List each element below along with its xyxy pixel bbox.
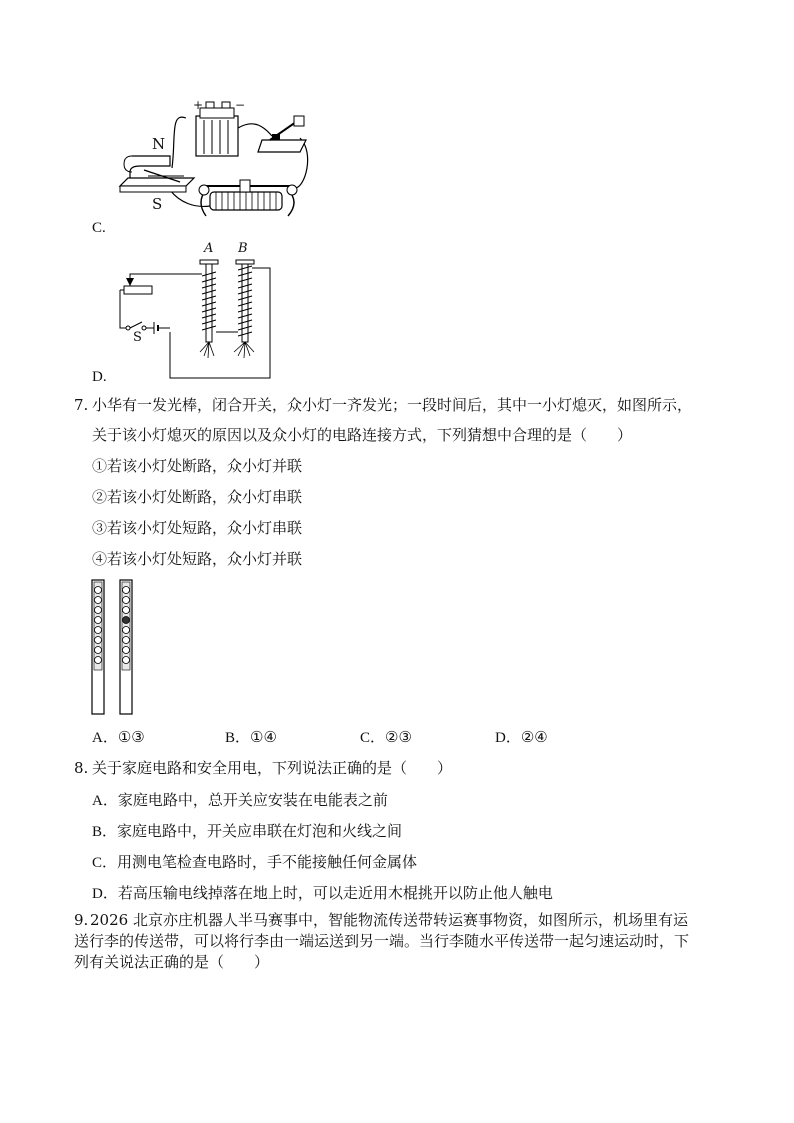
question-9-line3: 列有关说法正确的是（ ）: [74, 953, 270, 971]
question-7-option-a[interactable]: [92, 727, 145, 748]
question-7-stem-line1: 小华有一发光棒，闭合开关，众小灯一齐发光；一段时间后，其中一小灯熄灭，如图所示，: [92, 396, 693, 414]
option-c-text: ②③: [385, 728, 412, 746]
guess-1-text: 若该小灯处断路，众小灯并联: [107, 457, 303, 475]
figure-d-nail-b-label: B: [238, 241, 248, 256]
question-7-stem-line2: 关于该小灯熄灭的原因以及众小灯的电路连接方式，下列猜想中合理的是（ ）: [92, 426, 633, 444]
q8-option-a-letter: A．: [92, 793, 118, 809]
option-a-letter: A．: [92, 730, 118, 746]
question-9-line2: 送行李的传送带，可以将行李由一端运送到另一端。当行李随水平传送带一起匀速运动时，下: [74, 932, 690, 950]
guess-3-mark: ③: [92, 519, 108, 537]
question-9-number: 9.: [74, 911, 89, 929]
figure-d-nail-a-label: A: [204, 241, 214, 256]
figure-c-battery-plus: +: [193, 98, 204, 112]
question-7-number: 7.: [74, 396, 89, 414]
q8-option-b-letter: B．: [92, 824, 118, 840]
question-8-option-d[interactable]: [92, 883, 553, 904]
option-d-text: ②④: [520, 728, 548, 746]
q8-option-a-text: 家庭电路中，总开关应安装在电能表之前: [117, 791, 388, 809]
question-8-stem: 关于家庭电路和安全用电，下列说法正确的是（ ）: [92, 759, 453, 777]
question-8-option-c[interactable]: [92, 852, 417, 873]
guess-3-text: 若该小灯处短路，众小灯串联: [107, 519, 303, 537]
figure-c-circuit-diagram: [110, 98, 330, 223]
q8-option-c-letter: C．: [92, 855, 118, 871]
guess-2-text: 若该小灯处断路，众小灯串联: [107, 488, 303, 506]
figure-c-battery-minus: −: [235, 98, 246, 112]
guess-4-mark: ④: [92, 550, 108, 568]
question-7-option-c[interactable]: [360, 727, 412, 748]
q8-option-d-letter: D．: [92, 886, 118, 902]
question-9-line1: 2026 北京亦庄机器人半马赛事中，智能物流传送带转运赛事物资，如图所示，机场里有运: [90, 911, 688, 929]
question-7-option-d[interactable]: [495, 727, 548, 748]
option-b-text: ①④: [250, 728, 277, 746]
figure-c-label-s: S: [152, 195, 163, 213]
guess-1: [92, 456, 302, 476]
option-d-letter: D．: [495, 730, 521, 746]
guess-3: [92, 518, 302, 538]
glow-stick-figure: [90, 578, 140, 716]
option-a-text: ①③: [117, 728, 145, 746]
option-c-label: C.: [92, 220, 106, 236]
figure-d-electromagnet-diagram: [120, 256, 280, 381]
q8-option-b-text: 家庭电路中，开关应串联在灯泡和火线之间: [117, 822, 403, 840]
question-8-number: 8.: [74, 759, 89, 777]
figure-c-label-n: N: [152, 135, 166, 153]
guess-2: [92, 487, 302, 507]
q8-option-c-text: 用测电笔检查电路时，手不能接触任何金属体: [117, 853, 418, 871]
question-8-option-a[interactable]: [92, 790, 388, 811]
guess-2-mark: ②: [92, 488, 108, 506]
guess-4-text: 若该小灯处短路，众小灯并联: [107, 550, 303, 568]
q8-option-d-text: 若高压输电线掉落在地上时，可以走近用木棍挑开以防止他人触电: [117, 884, 553, 902]
guess-4: [92, 549, 302, 569]
option-d-label: D.: [92, 369, 107, 385]
question-8-option-b[interactable]: [92, 821, 402, 842]
figure-d-switch-label: S: [133, 330, 142, 345]
question-7-option-b[interactable]: [225, 727, 277, 748]
option-c-letter: C．: [360, 730, 386, 746]
option-b-letter: B．: [225, 730, 251, 746]
guess-1-mark: ①: [92, 457, 108, 475]
